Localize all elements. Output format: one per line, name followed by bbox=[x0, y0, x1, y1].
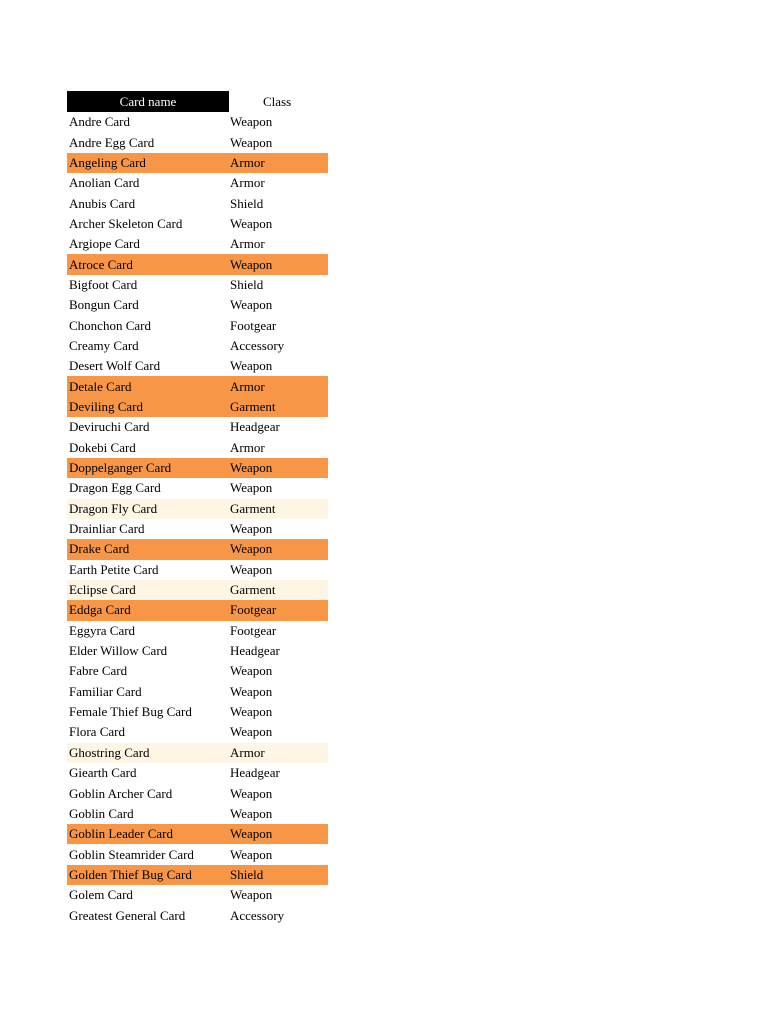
table-row bbox=[67, 315, 328, 335]
class-cell: Armor bbox=[230, 439, 265, 455]
card-table bbox=[67, 91, 328, 926]
card-name-cell: Golden Thief Bug Card bbox=[69, 866, 192, 882]
card-name-cell: Earth Petite Card bbox=[69, 561, 159, 577]
card-name-cell: Goblin Leader Card bbox=[69, 826, 173, 842]
table-row bbox=[67, 254, 328, 274]
class-cell: Weapon bbox=[230, 460, 273, 476]
class-cell: Accessory bbox=[230, 907, 285, 923]
class-cell: Weapon bbox=[230, 297, 273, 313]
card-name-cell: Eddga Card bbox=[69, 602, 131, 618]
class-cell: Weapon bbox=[230, 663, 273, 679]
table-row bbox=[67, 743, 328, 763]
card-name-cell: Bongun Card bbox=[69, 297, 139, 313]
class-cell: Weapon bbox=[230, 887, 273, 903]
class-cell: Headgear bbox=[230, 419, 280, 435]
card-name-cell: Deviling Card bbox=[69, 398, 144, 414]
card-name-cell: Angeling Card bbox=[69, 154, 146, 170]
table-row bbox=[67, 295, 328, 315]
card-name-cell: Female Thief Bug Card bbox=[69, 704, 192, 720]
class-cell: Weapon bbox=[230, 480, 273, 496]
table-row bbox=[67, 539, 328, 559]
table-row bbox=[67, 234, 328, 254]
class-cell: Weapon bbox=[230, 561, 273, 577]
class-cell: Weapon bbox=[230, 785, 273, 801]
class-cell: Footgear bbox=[230, 602, 277, 618]
card-name-cell: Drake Card bbox=[69, 541, 130, 557]
card-name-cell: Dokebi Card bbox=[69, 439, 136, 455]
table-row bbox=[67, 580, 328, 600]
table-row bbox=[67, 458, 328, 478]
card-name-cell: Flora Card bbox=[69, 724, 125, 740]
class-cell: Weapon bbox=[230, 683, 273, 699]
class-cell: Weapon bbox=[230, 805, 273, 821]
table-row bbox=[67, 560, 328, 580]
class-cell: Weapon bbox=[230, 521, 273, 537]
class-cell: Weapon bbox=[230, 846, 273, 862]
class-cell: Weapon bbox=[230, 724, 273, 740]
table-row bbox=[67, 173, 328, 193]
table-row bbox=[67, 438, 328, 458]
class-cell: Footgear bbox=[230, 622, 277, 638]
card-name-cell: Eggyra Card bbox=[69, 622, 136, 638]
class-cell: Garment bbox=[230, 398, 276, 414]
card-name-cell: Doppelganger Card bbox=[69, 460, 172, 476]
table-row bbox=[67, 112, 328, 132]
table-row bbox=[67, 478, 328, 498]
class-cell: Armor bbox=[230, 744, 265, 760]
table-row bbox=[67, 193, 328, 213]
class-cell: Headgear bbox=[230, 765, 280, 781]
card-name-cell: Eclipse Card bbox=[69, 582, 136, 598]
table-row bbox=[67, 844, 328, 864]
table-body bbox=[67, 112, 328, 926]
table-row bbox=[67, 132, 328, 152]
table-row bbox=[67, 275, 328, 295]
table-row bbox=[67, 865, 328, 885]
card-name-cell: Dragon Egg Card bbox=[69, 480, 161, 496]
header-class: Class bbox=[263, 93, 292, 109]
card-name-cell: Bigfoot Card bbox=[69, 276, 138, 292]
card-name-cell: Creamy Card bbox=[69, 337, 139, 353]
table-row bbox=[67, 153, 328, 173]
card-name-cell: Anolian Card bbox=[69, 175, 140, 191]
table-header bbox=[67, 91, 328, 112]
class-cell: Shield bbox=[230, 276, 264, 292]
card-name-cell: Golem Card bbox=[69, 887, 133, 903]
class-cell: Armor bbox=[230, 175, 265, 191]
class-cell: Weapon bbox=[230, 256, 273, 272]
card-name-cell: Familiar Card bbox=[69, 683, 142, 699]
table-row bbox=[67, 336, 328, 356]
card-name-cell: Archer Skeleton Card bbox=[69, 215, 183, 231]
table-row bbox=[67, 621, 328, 641]
table-row bbox=[67, 499, 328, 519]
class-cell: Weapon bbox=[230, 134, 273, 150]
card-name-cell: Andre Egg Card bbox=[69, 134, 155, 150]
class-cell: Armor bbox=[230, 154, 265, 170]
card-name-cell: Atroce Card bbox=[69, 256, 133, 272]
card-name-cell: Ghostring Card bbox=[69, 744, 150, 760]
card-name-cell: Fabre Card bbox=[69, 663, 128, 679]
table-row bbox=[67, 763, 328, 783]
card-name-cell: Goblin Card bbox=[69, 805, 134, 821]
card-name-cell: Anubis Card bbox=[69, 195, 136, 211]
class-cell: Footgear bbox=[230, 317, 277, 333]
card-name-cell: Deviruchi Card bbox=[69, 419, 150, 435]
class-cell: Headgear bbox=[230, 643, 280, 659]
table-row bbox=[67, 600, 328, 620]
card-name-cell: Giearth Card bbox=[69, 765, 137, 781]
class-cell: Weapon bbox=[230, 826, 273, 842]
table-row bbox=[67, 214, 328, 234]
table-row bbox=[67, 397, 328, 417]
table-row bbox=[67, 885, 328, 905]
card-name-cell: Desert Wolf Card bbox=[69, 358, 161, 374]
class-cell: Armor bbox=[230, 378, 265, 394]
card-name-cell: Argiope Card bbox=[69, 236, 140, 252]
class-cell: Weapon bbox=[230, 704, 273, 720]
class-cell: Shield bbox=[230, 866, 264, 882]
class-cell: Weapon bbox=[230, 358, 273, 374]
card-name-cell: Andre Card bbox=[69, 114, 131, 130]
table-row bbox=[67, 702, 328, 722]
class-cell: Armor bbox=[230, 236, 265, 252]
table-row bbox=[67, 356, 328, 376]
table-row bbox=[67, 376, 328, 396]
card-name-cell: Goblin Archer Card bbox=[69, 785, 173, 801]
card-name-cell: Greatest General Card bbox=[69, 907, 186, 923]
table-row bbox=[67, 661, 328, 681]
table-row bbox=[67, 682, 328, 702]
class-cell: Weapon bbox=[230, 114, 273, 130]
table-row bbox=[67, 722, 328, 742]
card-name-cell: Elder Willow Card bbox=[69, 643, 168, 659]
class-cell: Garment bbox=[230, 500, 276, 516]
table-row bbox=[67, 905, 328, 925]
class-cell: Weapon bbox=[230, 541, 273, 557]
table-row bbox=[67, 641, 328, 661]
table-row bbox=[67, 804, 328, 824]
table-row bbox=[67, 417, 328, 437]
header-card-name: Card name bbox=[67, 91, 229, 112]
card-name-cell: Goblin Steamrider Card bbox=[69, 846, 194, 862]
class-cell: Weapon bbox=[230, 215, 273, 231]
class-cell: Garment bbox=[230, 582, 276, 598]
class-cell: Shield bbox=[230, 195, 264, 211]
table-row bbox=[67, 519, 328, 539]
table-row bbox=[67, 824, 328, 844]
card-name-cell: Drainliar Card bbox=[69, 521, 145, 537]
card-name-cell: Dragon Fly Card bbox=[69, 500, 158, 516]
class-cell: Accessory bbox=[230, 337, 285, 353]
card-name-cell: Detale Card bbox=[69, 378, 132, 394]
table-row bbox=[67, 783, 328, 803]
card-name-cell: Chonchon Card bbox=[69, 317, 151, 333]
